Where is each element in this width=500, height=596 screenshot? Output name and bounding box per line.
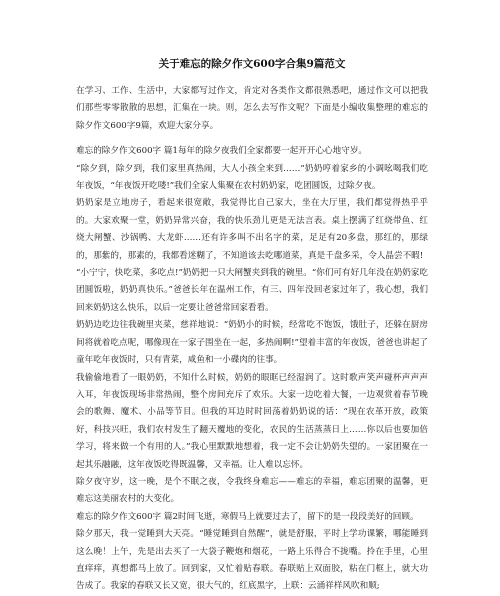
document-title: 关于难忘的除夕作文600字合集9篇范文	[158, 58, 346, 70]
body-paragraph: “小宁宁，快吃菜，多吃点!”奶奶把一只大闸蟹夹到我的碗里。“你们可有好几年没在奶奶家吃团圆饭啦，奶奶真快乐。”爸爸长年在温州工作，有三、四年没回老家过年了，我心想，我们回来奶奶这么快乐，以后一定要让爸爸常回家看看。	[76, 268, 428, 313]
paragraph-gap	[76, 135, 428, 143]
body-paragraph: 奶奶边吃边往我碗里夹菜，慈祥地说：“奶奶小的时候，经常吃不饱饭，饿肚子，还躲在厨房间将就着吃点呢，哪像现在一家子围坐在一起，多热闹啊!”望着丰富的年夜饭，爸爸也讲起了童年吃年夜饭时，只有青菜，咸鱼和一小碟肉的往事。	[76, 320, 428, 366]
body-paragraph: “除夕到，除夕到，我们家里真热闹，大人小孩全来到……”奶奶哼着家乡的小调吆喝我们吃年夜饭，“年夜饭开吃喽!”我们全家人集聚在农村奶奶家，吃团圆饭，过除夕夜。	[76, 163, 428, 192]
body-paragraph: 除夕那天，我一觉睡到大天亮。“睡觉睡到自然醒”，就是舒服，平时上学功课繁，哪能睡到这么晚！上午，先是出去买了一大袋子鞭炮和烟花，一路上乐得合不拢嘴。拎在手里，心里直痒痒，真想都马上放了。回到家，又忙着贴春联。春联贴上双面胶，粘在门框上，就大功告成了。我家的春联又长又宽，很大气的，红底黑字，上联：云涌祥样风吹和顺;	[76, 529, 428, 592]
section-heading-2: 难忘的除夕作文600字 篇2时间飞逝，寒假马上就要过去了，留下的是一段段美好的回顾。	[76, 511, 419, 522]
body-paragraph: 除夕夜守岁，这一晚，是个不眠之夜，令我终身难忘——难忘的幸福，难忘团聚的温馨，更难忘这美丽农村的大变化。	[76, 476, 428, 505]
body-paragraph: 我偷偷地看了一眼奶奶，不知什么时候，奶奶的眼眶已经湿润了。这时歌声笑声碰杯声声声入耳，年夜饭现场非常热闹，整个房间充斥了欢乐。大家一边吃着大餐，一边观赏着春节晚会的歌舞、魔术、小品等节目。但我的耳边时时回荡着奶奶说的话：“现在农革开放，政策好，科技兴旺，我们农村发生了翻天覆地的变化，农民的生活蒸蒸日上……你以后也要加倍学习，将来做一个有用的人。”我心里默默地想着，我一定不会让奶奶失望的。一家团聚在一起其乐融融，这年夜饭吃得既温馨，又幸福。让人难以忘怀。	[76, 372, 428, 470]
section-heading-1: 难忘的除夕作文600字 篇1每年的除夕夜我们全家都要一起开开心心地守岁。	[76, 146, 368, 157]
body-paragraph: 奶奶家是立地房子，看起来很宽敞，我觉得比自己家大，坐在大厅里，我们都觉得热乎乎的。大家欢聚一堂，奶奶异常兴奋，我的快乐劲儿更是无法言表。桌上摆满了红烧带鱼、红烧大闸蟹、沙锅鸭、大龙虾……还有许多叫不出名字的菜，足足有20多盘，那红的，那绿的，那紫的，那素的，我都看迷糊了，不知道该去吃哪道菜，真是千盘多采，令人晶尝不暇!	[76, 198, 428, 261]
intro-paragraph: 在学习、工作、生活中，大家都写过作文，肯定对各类作文都很熟悉吧，通过作文可以把我们那些零零散散的思想，汇集在一块。则，怎么去写作文呢？下面是小编收集整理的难忘的除夕作文600字9篇，欢迎大家分享。	[76, 86, 428, 131]
